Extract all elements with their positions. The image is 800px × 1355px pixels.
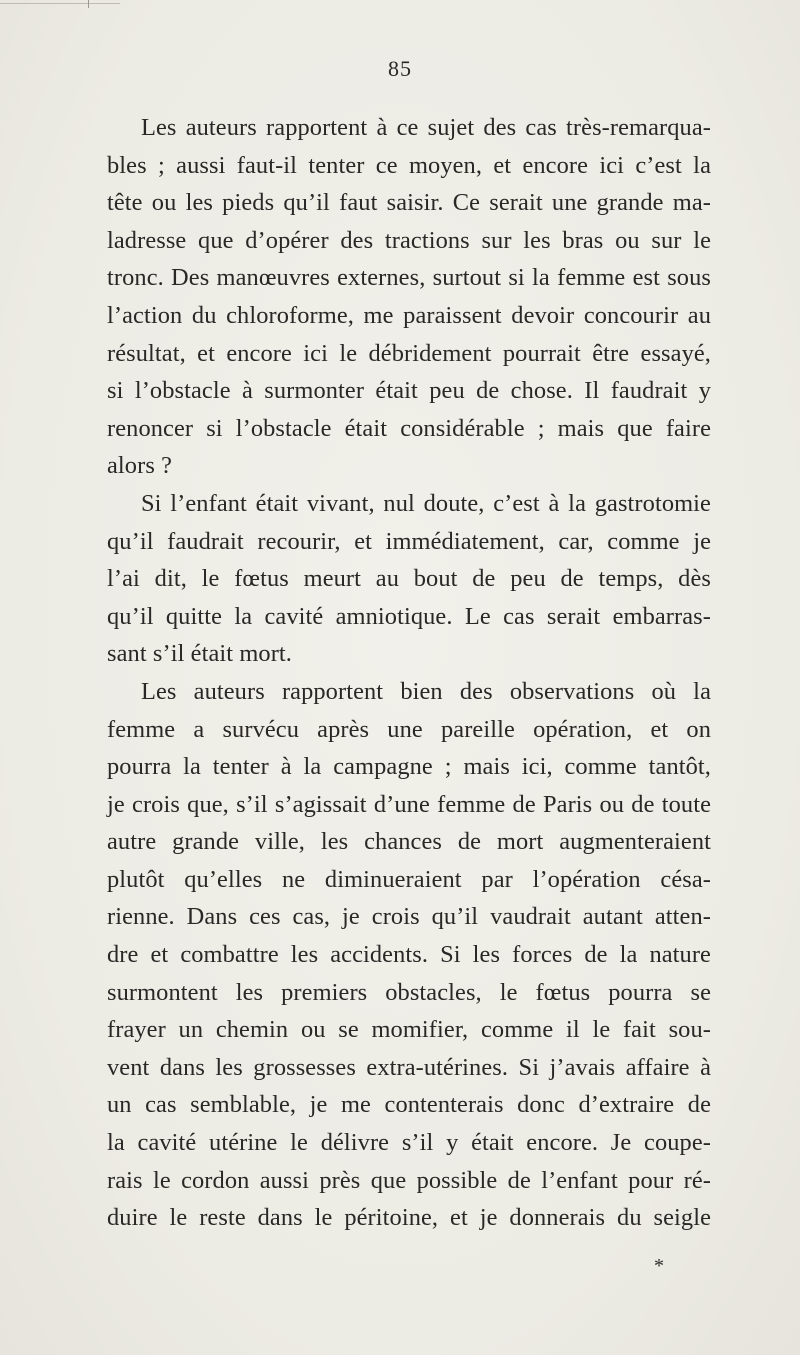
text-line: dre et combattre les accidents. Si les forces de la nature xyxy=(107,941,711,969)
text-line: Les auteurs rapportent bien des observations où la xyxy=(141,677,711,705)
text-line: l’action du chloroforme, me paraissent devoir concourir au xyxy=(107,301,711,329)
text-line: alors ? xyxy=(107,452,173,480)
text-line: renoncer si l’obstacle était considérable ; mais que faire xyxy=(107,414,711,442)
text-line: je crois que, s’il s’agissait d’une femme de Paris ou de toute xyxy=(107,790,711,818)
text-line: duire le reste dans le péritoine, et je donnerais du seigle xyxy=(107,1204,711,1232)
text-line: tronc. Des manœuvres externes, surtout si la femme est sous xyxy=(107,264,711,292)
text-line: bles ; aussi faut-il tenter ce moyen, et encore ici c’est la xyxy=(107,151,711,179)
text-line: femme a survécu après une pareille opération, et on xyxy=(107,715,711,743)
text-line: si l’obstacle à surmonter était peu de chose. Il faudrait y xyxy=(107,377,711,405)
text-line: pourra la tenter à la campagne ; mais ici, comme tantôt, xyxy=(107,753,711,781)
signature-mark: * xyxy=(654,1255,664,1277)
text-line: l’ai dit, le fœtus meurt au bout de peu de temps, dès xyxy=(107,565,711,593)
scan-edge-line xyxy=(0,3,120,4)
text-line: rienne. Dans ces cas, je crois qu’il vaudrait autant atten- xyxy=(107,903,711,931)
text-line: résultat, et encore ici le débridement pourrait être essayé, xyxy=(107,339,711,367)
text-line: qu’il quitte la cavité amniotique. Le cas serait embarras- xyxy=(107,602,711,630)
text-line: un cas semblable, je me contenterais donc d’extraire de xyxy=(107,1091,711,1119)
text-line: vent dans les grossesses extra-utérines. Si j’avais affaire à xyxy=(107,1053,711,1081)
text-line: Les auteurs rapportent à ce sujet des cas très-remarqua- xyxy=(141,114,711,141)
body-text xyxy=(107,109,711,1237)
text-line: autre grande ville, les chances de mort augmenteraient xyxy=(107,828,711,856)
text-line: rais le cordon aussi près que possible de l’enfant pour ré- xyxy=(107,1166,711,1194)
text-line: la cavité utérine le délivre s’il y était encore. Je coupe- xyxy=(107,1129,711,1157)
text-line: sant s’il était mort. xyxy=(107,640,292,668)
page-number: 85 xyxy=(388,56,412,81)
text-line: tête ou les pieds qu’il faut saisir. Ce serait une grande ma- xyxy=(107,189,711,217)
text-line: Si l’enfant était vivant, nul doute, c’est à la gastrotomie xyxy=(141,489,711,517)
text-line: ladresse que d’opérer des tractions sur les bras ou sur le xyxy=(107,226,711,254)
text-line: surmontent les premiers obstacles, le fœtus pourra se xyxy=(107,978,711,1006)
text-line: qu’il faudrait recourir, et immédiatement, car, comme je xyxy=(107,527,711,555)
text-line: plutôt qu’elles ne diminueraient par l’opération césa- xyxy=(107,865,711,893)
text-line: frayer un chemin ou se momifier, comme il le fait sou- xyxy=(107,1016,711,1044)
scan-corner-mark xyxy=(88,0,89,8)
